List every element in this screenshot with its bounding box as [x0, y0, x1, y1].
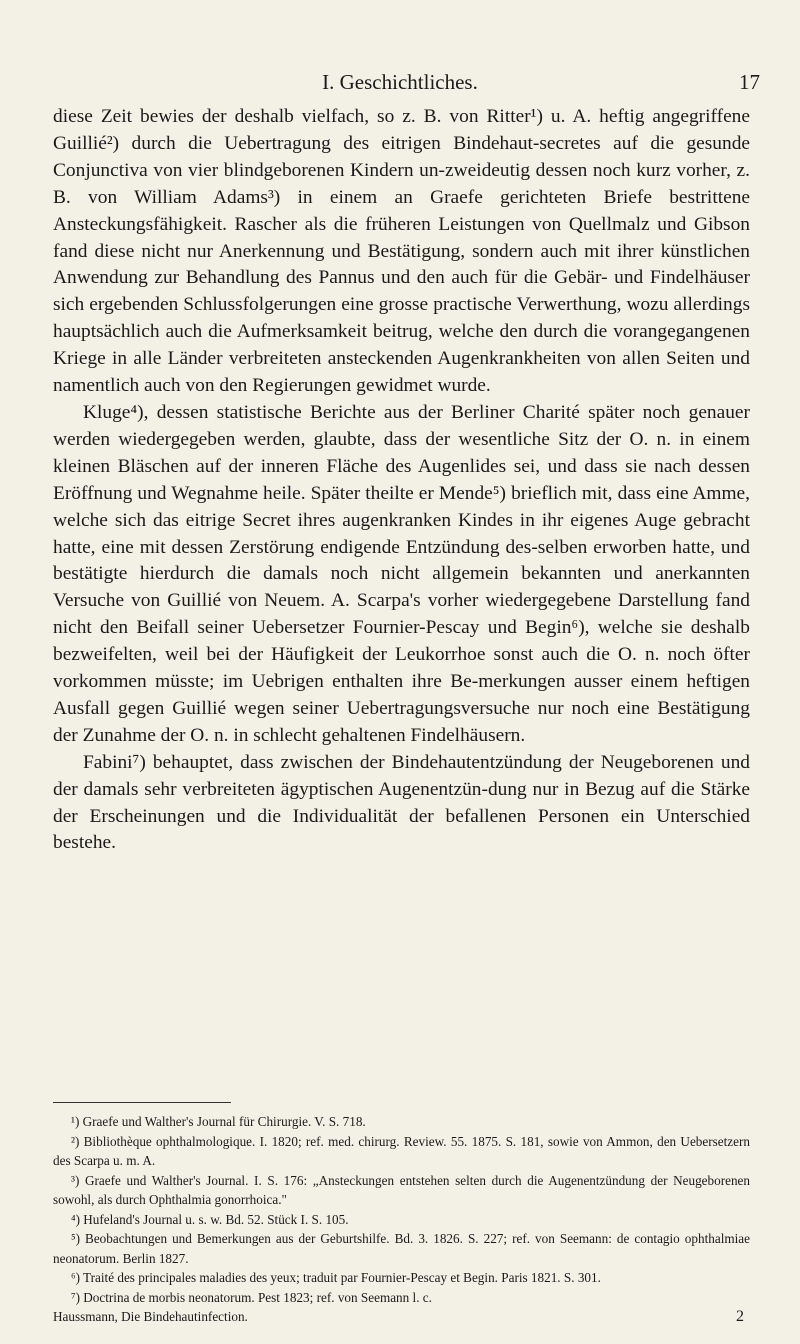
footnote: ¹) Graefe und Walther's Journal für Chirurgie. V. S. 718.: [71, 1114, 366, 1129]
footnote: ⁷) Doctrina de morbis neonatorum. Pest 1823; ref. von Seemann l. c.: [71, 1289, 432, 1305]
footnotes: [53, 1112, 750, 1327]
running-header: [40, 70, 760, 96]
footnote: ³) Graefe und Walther's Journal. I. S. 176: „Ansteckungen entstehen selten durch die Augenentzündung der Neugeborenen sowohl, als durch Ophthalmia gonorrhoica.": [53, 1172, 750, 1207]
footnote: ⁵) Beobachtungen und Bemerkungen aus der Geburtshilfe. Bd. 3. 1826. S. 227; ref. von Seemann: de contagio ophthalmiae neonatorum. Berlin 1827.: [53, 1231, 750, 1266]
printer-signature: Haussmann, Die Bindehautinfection.: [53, 1309, 248, 1324]
footnote: ²) Bibliothèque ophthalmologique. I. 1820; ref. med. chirurg. Review. 55. 1875. S. 181, sowie von Ammon, den Uebersetzern des Scarpa u. m. A.: [53, 1133, 750, 1168]
sheet-number: 2: [736, 1308, 744, 1325]
paragraph: diese Zeit bewies der deshalb vielfach, so z. B. von Ritter¹) u. A. heftig angegriffene Guillié²) durch die Uebertragung des eitrigen Bindehaut-secretes auf die gesunde Conjunctiva von vier blindgeborenen Kindern un-zweideutig dessen noch kurz vorher, z. B. von William Adams³) in einem an Graefe gerichteten Briefe bestrittene Ansteckungsfähigkeit. Rascher als die früheren Leistungen von Quellmalz und Gibson fand diese nicht nur Anerkennung und Bestätigung, sondern auch mit ihrer künstlichen Anwendung zur Behandlung des Pannus und den auch für die Gebär- und Findelhäuser sich ergebenden Schlussfolgerungen eine grosse practische Verwerthung, wozu allerdings hauptsächlich auch die Aufmerksamkeit beitrug, welche den durch die vorangegangenen Kriege in alle Länder verbreiteten ansteckenden Augenkrankheiten von allen Seiten und namentlich auch von den Regierungen gewidmet wurde.: [53, 106, 750, 397]
page-footer: [53, 1307, 750, 1327]
footnote: ⁴) Hufeland's Journal u. s. w. Bd. 52. Stück I. S. 105.: [71, 1211, 349, 1227]
main-text: [53, 104, 750, 857]
running-title: I. Geschichtliches.: [322, 70, 478, 94]
footnote-divider: [53, 1102, 231, 1103]
paragraph: Fabini⁷) behauptet, dass zwischen der Bindehautentzündung der Neugeborenen und der damals sehr verbreiteten ägyptischen Augenentzün-dung nur in Bezug auf die Stärke der Erscheinungen und die Individualität der befallenen Personen ein Unterschied bestehe.: [53, 751, 750, 854]
paragraph: Kluge⁴), dessen statistische Berichte aus der Berliner Charité später noch genauer werden wiedergegeben werden, glaubte, dass der wesentliche Sitz der O. n. in einem kleinen Bläschen auf der inneren Fläche des Augenlides sei, und dass sie nach dessen Eröffnung und Wegnahme heile. Später theilte er Mende⁵) brieflich mit, dass eine Amme, welche sich das eitrige Secret ihres augenkranken Kindes in ihr eigenes Auge gebracht hatte, eine mit dessen Zerstörung endigende Entzündung des-selben erworben hatte, und bestätigte hierdurch die damals noch nicht allgemein bekannten und anerkannten Versuche von Guillié von Neuem. A. Scarpa's vorher wiedergegebene Darstellung fand nicht den Beifall seiner Uebersetzer Fournier-Pescay und Begin⁶), welche sie deshalb bezweifelten, weil bei der Häufigkeit der Leukorrhoe sonst auch die O. n. noch öfter vorkommen müsste; im Uebrigen enthalten ihre Be-merkungen ausser einem heftigen Ausfall gegen Guillié wegen seiner Uebertragungsversuche nur noch eine Bestätigung der Zunahme der O. n. in schlecht gehaltenen Findelhäusern.: [53, 401, 750, 746]
footnote: ⁶) Traité des principales maladies des yeux; traduit par Fournier-Pescay et Begin. Paris 1821. S. 301.: [71, 1270, 601, 1285]
page-number: 17: [739, 70, 760, 94]
